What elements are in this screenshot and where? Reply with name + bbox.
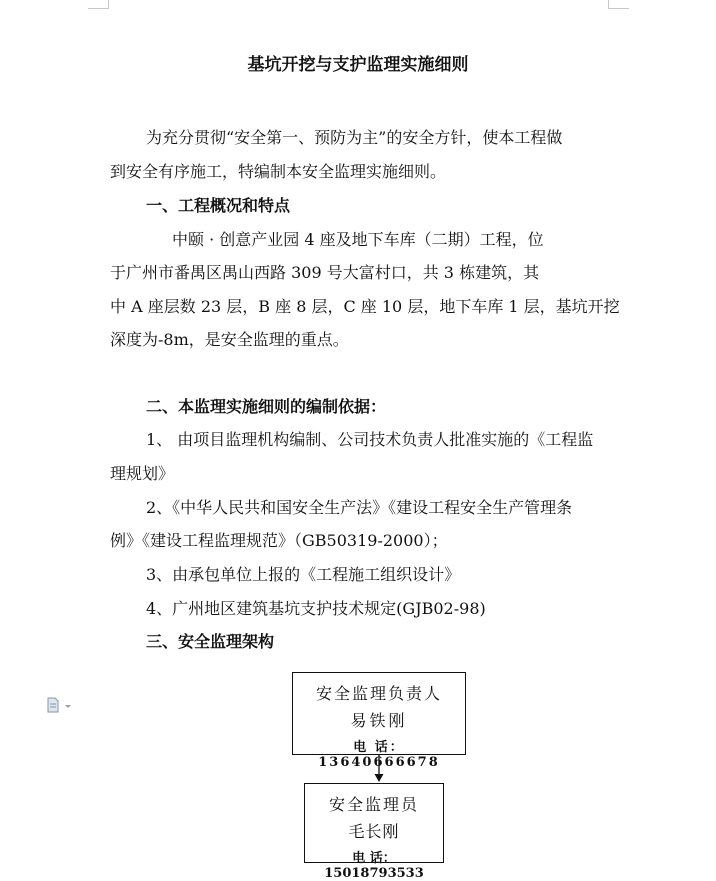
- paragraph-overview-3: 中 A 座层数 23 层，B 座 8 层，C 座 10 层，地下车库 1 层，基坑开挖: [110, 297, 620, 316]
- arrow-down-icon: [370, 755, 388, 783]
- role-label: 安全监理负责人: [315, 684, 442, 703]
- heading-section-2: 二、本监理实施细则的编制依据：: [146, 397, 387, 416]
- document-title: 基坑开挖与支护监理实施细则: [247, 55, 469, 75]
- basis-item-1-line-2: 理规划》: [110, 464, 175, 483]
- person-name: 易铁刚: [350, 711, 408, 730]
- heading-section-3: 三、安全监理架构: [146, 632, 275, 651]
- phone-number: 电 话：13640666678: [318, 740, 440, 770]
- basis-item-3: 3、由承包单位上报的《工程施工组织设计》: [146, 565, 461, 584]
- basis-item-2-line-1: 2、《中华人民共和国安全生产法》《建设工程安全生产管理条: [146, 498, 573, 517]
- page-corner-mark-right: [608, 0, 629, 9]
- paragraph-overview-4: 深度为-8m，是安全监理的重点。: [110, 330, 349, 349]
- role-label: 安全监理员: [328, 795, 419, 814]
- basis-item-4: 4、广州地区建筑基坑支护技术规定(GJB02-98): [146, 599, 486, 618]
- person-name: 毛长刚: [348, 822, 400, 841]
- org-box-safety-supervisor-head: [292, 672, 466, 770]
- org-box-safety-supervisor: [304, 783, 444, 881]
- heading-section-1: 一、工程概况和特点: [146, 196, 291, 215]
- paragraph-overview-1: 中颐 · 创意产业园 4 座及地下车库（二期）工程，位: [172, 230, 544, 249]
- paragraph-intro-2: 到安全有序施工，特编制本安全监理实施细则。: [110, 162, 447, 181]
- document-icon[interactable]: [46, 697, 74, 713]
- paragraph-overview-2: 于广州市番禺区禺山西路 309 号大富村口，共 3 栋建筑，其: [110, 263, 540, 282]
- phone-number: 电 话：15018793533: [324, 851, 424, 881]
- basis-item-2-line-2: 例》《建设工程监理规范》（GB50319-2000）；: [110, 531, 448, 550]
- page-corner-mark-left: [88, 0, 109, 9]
- basis-item-1-line-1: 1、 由项目监理机构编制、公司技术负责人批准实施的《工程监: [146, 430, 594, 449]
- paragraph-intro-1: 为充分贯彻“安全第一、预防为主”的安全方针，使本工程做: [146, 128, 563, 147]
